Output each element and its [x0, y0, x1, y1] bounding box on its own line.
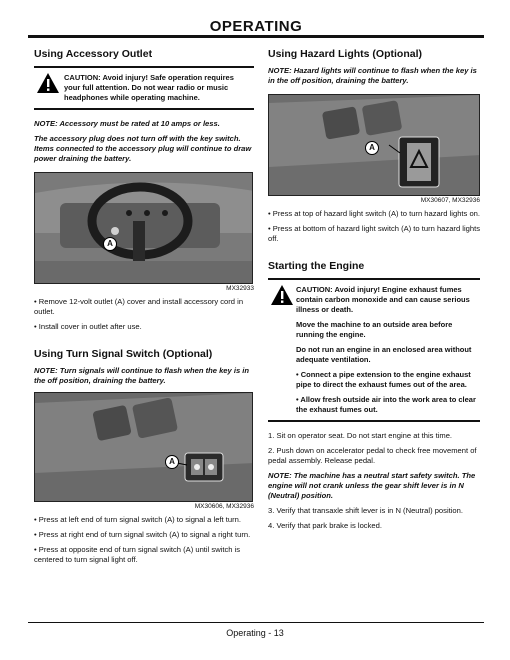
accessory-outlet-heading: Using Accessory Outlet	[34, 48, 153, 60]
accessory-caution-text: CAUTION: Avoid injury! Safe operation requires your full attention. Do not wear radio or music headphones while operating machine.	[64, 73, 234, 102]
callout-a: A	[103, 237, 117, 251]
accessory-outlet-figure	[34, 172, 253, 284]
hazard-lights-heading: Using Hazard Lights (Optional)	[268, 48, 422, 60]
warning-triangle-icon	[36, 72, 60, 94]
engine-step-3: 3. Verify that transaxle shift lever is in N (Neutral) position.	[268, 506, 463, 515]
engine-step-4: 4. Verify that park brake is locked.	[268, 521, 382, 530]
accessory-note-battery: The accessory plug does not turn off with the key switch. Items connected to the accessory plug will continue to draw power draining the battery.	[34, 134, 252, 163]
left-column	[34, 44, 254, 570]
warning-triangle-icon	[270, 284, 294, 306]
dashboard-steering-wheel-illustration	[35, 173, 253, 284]
engine-caution-box	[268, 278, 480, 422]
hazard-step-1: • Press at top of hazard light switch (A) to turn hazard lights on.	[268, 209, 481, 218]
callout-a: A	[165, 455, 179, 469]
starting-engine-heading: Starting the Engine	[268, 260, 365, 272]
engine-note: NOTE: The machine has a neutral start safety switch. The engine will not crank unless the gear shift lever is in N (Neutral) position.	[268, 471, 476, 500]
callout-a: A	[365, 141, 379, 155]
engine-caution-ventilation: Do not run an engine in an enclosed area without adequate ventilation.	[296, 345, 472, 364]
turn-signal-figure	[34, 392, 253, 502]
engine-step-1: 1. Sit on operator seat. Do not start engine at this time.	[268, 431, 453, 440]
engine-caution-text: CAUTION: Avoid injury! Engine exhaust fumes contain carbon monoxide and can cause serious illness or death.	[296, 285, 470, 314]
turn-signal-note: NOTE: Turn signals will continue to flash when the key is in the off position, draining the battery.	[34, 366, 250, 385]
footer-rule	[28, 622, 484, 623]
engine-caution-fresh-air: • Allow fresh outside air into the work area to clear the exhaust fumes out.	[296, 395, 476, 414]
turn-signal-step-1: • Press at left end of turn signal switch (A) to signal a left turn.	[34, 515, 241, 524]
engine-caution-move: Move the machine to an outside area before running the engine.	[296, 320, 453, 339]
engine-caution-pipe: • Connect a pipe extension to the engine exhaust pipe to direct the exhaust fumes out of the area.	[296, 370, 471, 389]
accessory-caution-box	[34, 66, 254, 110]
accessory-note-amps: NOTE: Accessory must be rated at 10 amps or less.	[34, 119, 220, 128]
hazard-figure-caption: MX30607, MX32936	[420, 197, 480, 204]
hazard-note: NOTE: Hazard lights will continue to flash when the key is in the off position, draining the battery.	[268, 66, 477, 85]
page-footer: Operating - 13	[226, 628, 284, 638]
turn-signal-heading: Using Turn Signal Switch (Optional)	[34, 348, 213, 360]
engine-step-2: 2. Push down on accelerator pedal to check free movement of pedal assembly. Release pedal.	[268, 446, 477, 465]
turn-signal-switch-illustration	[35, 393, 253, 502]
right-column	[268, 44, 480, 536]
accessory-step-2: • Install cover in outlet after use.	[34, 322, 142, 331]
page-header	[28, 18, 484, 38]
turn-signal-figure-caption: MX30606, MX32936	[194, 503, 254, 510]
turn-signal-step-2: • Press at right end of turn signal switch (A) to signal a right turn.	[34, 530, 251, 539]
hazard-step-2: • Press at bottom of hazard light switch (A) to turn hazard lights off.	[268, 224, 481, 243]
hazard-switch-figure	[268, 94, 480, 196]
accessory-step-1: • Remove 12-volt outlet (A) cover and install accessory cord in outlet.	[34, 297, 244, 316]
accessory-figure-caption: MX32933	[226, 285, 254, 292]
turn-signal-step-3: • Press at opposite end of turn signal switch (A) until switch is centered to turn signal light off.	[34, 545, 241, 564]
page-title: OPERATING	[209, 18, 303, 35]
